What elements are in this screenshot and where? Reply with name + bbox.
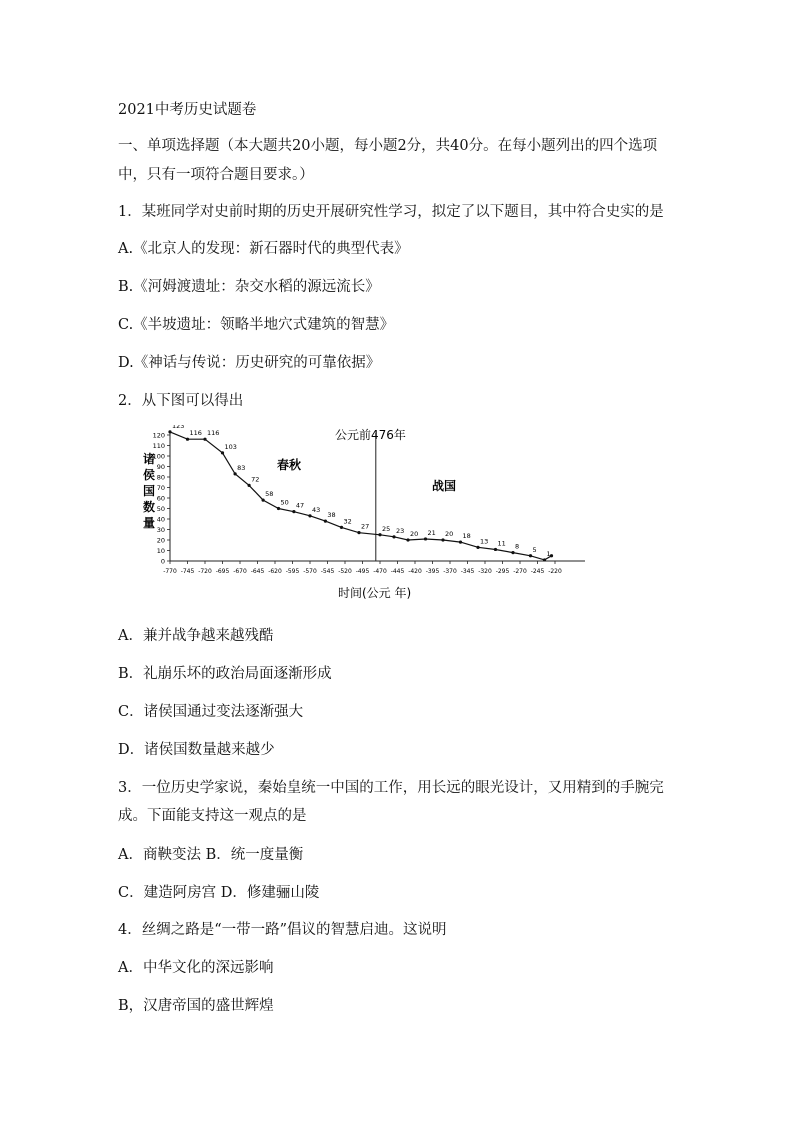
x-tick-label: -420 [408, 568, 422, 575]
data-label: 23 [396, 526, 405, 535]
data-point [292, 510, 295, 513]
x-tick-label: -345 [460, 568, 475, 575]
data-label: 43 [312, 505, 321, 514]
divider-label: 公元前476年 [335, 428, 406, 442]
section-heading-line-1: 一、单项选择题（本大题共20小题，每小题2分，共40分。在每小题列出的四个选项 [118, 138, 658, 154]
q4-stem: 4．丝绸之路是“一带一路”倡议的智慧启迪。这说明 [118, 922, 447, 938]
x-tick-label: -295 [495, 568, 510, 575]
data-point [324, 520, 327, 523]
data-label: 25 [382, 524, 391, 533]
x-tick-label: -545 [320, 568, 335, 575]
y-tick-label: 10 [156, 547, 165, 555]
states-count-chart [140, 425, 590, 605]
q3-options-cd: C．建造阿房宫 D．修建骊山陵 [118, 885, 320, 901]
x-tick-label: -395 [425, 568, 440, 575]
x-tick-label: -620 [268, 568, 282, 575]
data-label: 50 [280, 498, 289, 507]
x-tick-label: -220 [548, 568, 562, 575]
y-tick-label: 110 [152, 442, 165, 450]
data-point [234, 472, 237, 475]
data-label: 20 [410, 530, 419, 538]
q1-option-a: A.《北京人的发现：新石器时代的典型代表》 [118, 241, 409, 257]
data-point [378, 533, 381, 536]
y-tick-label: 40 [156, 515, 165, 524]
q1-option-c: C.《半坡遗址：领略半地穴式建筑的智慧》 [118, 317, 395, 333]
period-label-chunqiu: 春秋 [277, 458, 302, 472]
x-tick-label: -670 [233, 568, 247, 575]
y-tick-label: 30 [156, 526, 165, 534]
data-label: 20 [445, 530, 454, 538]
y-tick-label: 100 [152, 452, 165, 461]
data-label: 13 [480, 537, 489, 546]
x-tick-label: -245 [530, 568, 545, 575]
x-tick-label: -695 [215, 568, 230, 575]
data-label: 18 [462, 532, 471, 541]
x-tick-label: -270 [513, 568, 527, 575]
data-label: 72 [251, 475, 260, 484]
data-point [511, 551, 514, 554]
data-label: 83 [237, 463, 246, 472]
x-tick-label: -495 [355, 568, 370, 575]
y-axis-label-char: 国 [143, 484, 156, 498]
q4-option-a: A．中华文化的深远影响 [118, 960, 274, 976]
data-label: 47 [295, 501, 305, 510]
exam-title: 2021中考历史试题卷 [118, 102, 257, 118]
x-tick-label: -470 [373, 568, 387, 575]
q4-option-b: B，汉唐帝国的盛世辉煌 [118, 998, 274, 1014]
y-tick-label: 120 [152, 431, 165, 440]
y-tick-label: 50 [156, 505, 165, 513]
q3-stem-line-2: 成。下面能支持这一观点的是 [118, 808, 307, 824]
y-tick-label: 90 [156, 463, 165, 471]
data-point [340, 526, 343, 529]
data-label: 27 [361, 522, 370, 531]
q1-option-b: B.《河姆渡遗址：杂交水稻的源远流长》 [118, 279, 380, 295]
data-point [424, 537, 427, 540]
data-point [459, 541, 462, 544]
data-point [186, 438, 189, 441]
data-point [357, 531, 360, 534]
series-line [170, 432, 552, 560]
data-label: 38 [327, 511, 336, 520]
x-tick-label: -595 [285, 568, 300, 575]
y-tick-label: 60 [156, 494, 165, 503]
y-axis-label [143, 451, 155, 530]
data-label: 58 [265, 490, 274, 499]
x-tick-label: -570 [303, 568, 317, 575]
data-point [168, 430, 171, 433]
q1-option-d: D.《神话与传说：历史研究的可靠依据》 [118, 355, 381, 371]
q3-stem-line-1: 3．一位历史学家说，秦始皇统一中国的工作，用长远的眼光设计，又用精到的手腕完 [118, 780, 664, 796]
y-tick-label: 70 [156, 484, 165, 492]
chart-svg [140, 425, 590, 605]
section-heading-line-2: 中，只有一项符合题目要求。） [118, 167, 314, 183]
q3-options-ab: A．商鞅变法 B．统一度量衡 [118, 847, 304, 863]
y-tick-label: 20 [156, 536, 165, 545]
data-point [248, 484, 251, 487]
chart-ticks [153, 432, 562, 576]
period-label-zhanguo: 战国 [432, 479, 457, 493]
data-point [308, 514, 311, 517]
x-tick-label: -770 [163, 568, 177, 575]
x-axis-label: 时间(公元 年) [338, 586, 412, 600]
data-point [277, 507, 280, 510]
data-label: 8 [515, 542, 520, 551]
data-point [262, 499, 265, 502]
q2-option-b: B．礼崩乐坏的政治局面逐渐形成 [118, 666, 332, 682]
q2-stem: 2．从下图可以得出 [118, 393, 244, 409]
data-point [441, 538, 444, 541]
data-label: 116 [207, 429, 220, 438]
q2-option-a: A．兼并战争越来越残酷 [118, 628, 274, 644]
x-tick-label: -645 [250, 568, 265, 575]
x-tick-label: -445 [390, 568, 405, 575]
y-axis-label-char: 数 [143, 500, 156, 514]
x-tick-label: -720 [198, 568, 212, 575]
x-tick-label: -370 [443, 568, 457, 575]
chart-point-labels [172, 425, 551, 558]
x-tick-label: -745 [180, 568, 195, 575]
data-label: 123 [172, 425, 185, 430]
data-point [543, 558, 546, 561]
y-axis-label-char: 诸 [143, 452, 156, 466]
data-label: 103 [224, 442, 237, 451]
q1-stem: 1．某班同学对史前时期的历史开展研究性学习，拟定了以下题目，其中符合史实的是 [118, 204, 664, 220]
x-tick-label: -320 [478, 568, 492, 575]
data-label: 5 [532, 545, 537, 554]
data-point [494, 548, 497, 551]
data-label: 116 [189, 429, 202, 438]
data-label: 32 [343, 517, 352, 526]
q2-option-c: C．诸侯国通过变法逐渐强大 [118, 704, 304, 720]
data-label: 11 [497, 539, 506, 548]
q2-option-d: D．诸侯国数量越来越少 [118, 742, 275, 758]
y-axis-label-char: 量 [143, 516, 156, 530]
data-point [203, 438, 206, 441]
data-point [221, 451, 224, 454]
data-point [476, 546, 479, 549]
y-tick-label: 0 [160, 557, 165, 566]
data-label: 21 [427, 528, 436, 537]
y-tick-label: 80 [156, 473, 165, 482]
data-label: 1 [546, 549, 551, 558]
data-point [406, 538, 409, 541]
data-point [392, 535, 395, 538]
y-axis-label-char: 侯 [143, 468, 156, 482]
data-point [529, 554, 532, 557]
x-tick-label: -520 [338, 568, 352, 575]
